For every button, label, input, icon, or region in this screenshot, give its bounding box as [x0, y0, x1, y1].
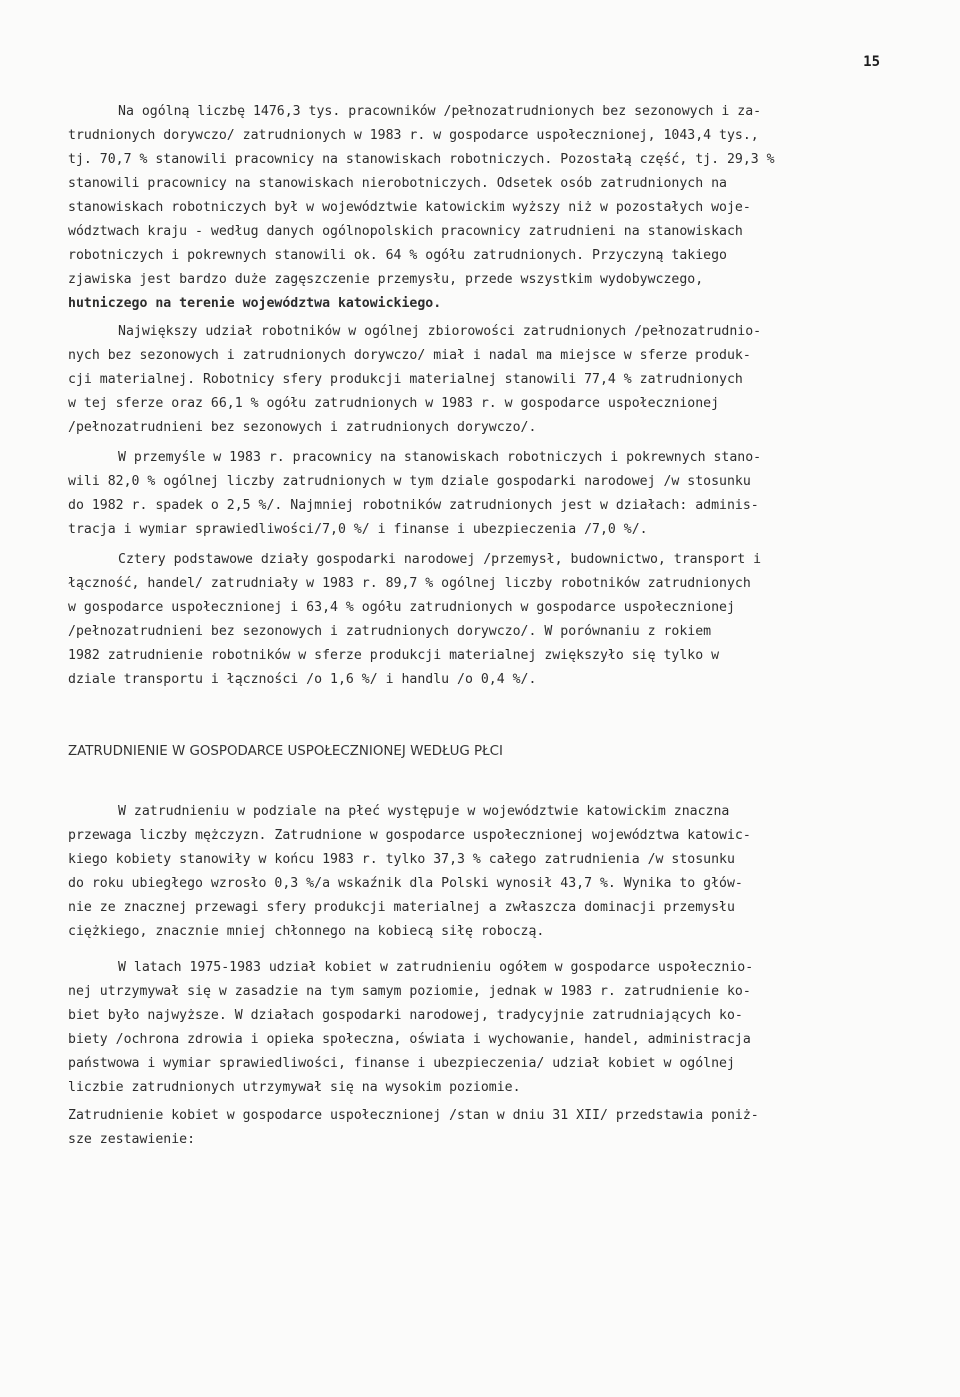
text-line: ciężkiego, znacznie mniej chłonnego na kobiecą siłę roboczą.	[68, 924, 545, 939]
text-line: Zatrudnienie kobiet w gospodarce uspołecznionej /stan w dniu 31 XII/ przedstawia poniż-	[68, 1108, 759, 1123]
page-number: 15	[863, 54, 880, 70]
text-line: w gospodarce uspołecznionej i 63,4 % ogółu zatrudnionych w gospodarce uspołecznionej	[68, 600, 735, 615]
text-line: państwowa i wymiar sprawiedliwości, finanse i ubezpieczenia/ udział kobiet w ogólnej	[68, 1056, 735, 1071]
text-line: sze zestawienie:	[68, 1132, 196, 1147]
text-line: tracja i wymiar sprawiedliwości/7,0 %/ i finanse i ubezpieczenia /7,0 %/.	[68, 522, 648, 537]
text-line: biety /ochrona zdrowia i opieka społeczna, oświata i wychowanie, handel, administracja	[68, 1032, 751, 1047]
text-line: Cztery podstawowe działy gospodarki narodowej /przemysł, budownictwo, transport i	[118, 552, 762, 567]
text-line: zjawiska jest bardzo duże zagęszczenie przemysłu, przede wszystkim wydobywczego,	[68, 272, 704, 287]
text-line: robotniczych i pokrewnych stanowili ok. 64 % ogółu zatrudnionych. Przyczyną takiego	[68, 248, 727, 263]
text-line: biet było najwyższe. W działach gospodarki narodowej, tradycyjnie zatrudniających ko-	[68, 1008, 743, 1023]
text-line: wili 82,0 % ogólnej liczby zatrudnionych w tym dziale gospodarki narodowej /w stosunku	[68, 474, 751, 489]
text-line: 1982 zatrudnienie robotników w sferze produkcji materialnej zwiększyło się tylko w	[68, 648, 720, 663]
text-line: nie ze znacznej przewagi sfery produkcji materialnej a zwłaszcza dominacji przemysłu	[68, 900, 735, 915]
text-line: W zatrudnieniu w podziale na płeć występuje w województwie katowickim znaczna	[118, 804, 730, 819]
text-line: W przemyśle w 1983 r. pracownicy na stanowiskach robotniczych i pokrewnych stano-	[118, 450, 762, 465]
text-line: tj. 70,7 % stanowili pracownicy na stanowiskach robotniczych. Pozostałą część, tj. 29,3 %	[68, 152, 775, 167]
text-line: nej utrzymywał się w zasadzie na tym samym poziomie, jednak w 1983 r. zatrudnienie ko-	[68, 984, 751, 999]
text-line: trudnionych dorywczo/ zatrudnionych w 1983 r. w gospodarce uspołecznionej, 1043,4 tys.,	[68, 128, 759, 143]
text-line: stanowiskach robotniczych był w województwie katowickim wyższy niż w pozostałych woje-	[68, 200, 751, 215]
text-line: hutniczego na terenie województwa katowickiego.	[68, 296, 442, 311]
text-line: liczbie zatrudnionych utrzymywał się na wysokim poziomie.	[68, 1080, 521, 1095]
text-line: /pełnozatrudnieni bez sezonowych i zatrudnionych dorywczo/. W porównaniu z rokiem	[68, 624, 712, 639]
text-line: do 1982 r. spadek o 2,5 %/. Najmniej robotników zatrudnionych jest w działach: adminis-	[68, 498, 759, 513]
text-line: W latach 1975-1983 udział kobiet w zatrudnieniu ogółem w gospodarce uspołeczniо-	[118, 960, 754, 975]
text-line: łączność, handel/ zatrudniały w 1983 r. 89,7 % ogólnej liczby robotników zatrudnionych	[68, 576, 751, 591]
text-line: /pełnozatrudnieni bez sezonowych i zatrudnionych dorywczo/.	[68, 420, 537, 435]
text-line: dziale transportu i łączności /o 1,6 %/ i handlu /o 0,4 %/.	[68, 672, 537, 687]
text-line: wództwach kraju - według danych ogólnopolskich pracownicy zatrudnieni na stanowiskach	[68, 224, 743, 239]
text-line: Największy udział robotników w ogólnej zbiorowości zatrudnionych /pełnozatrudnio-	[118, 324, 762, 339]
section-heading: ZATRUDNIENIE W GOSPODARCE USPOŁECZNIONEJ WEDŁUG PŁCI	[68, 744, 503, 759]
text-line: Na ogólną liczbę 1476,3 tys. pracowników /pełnozatrudnionych bez sezonowych i za-	[118, 104, 762, 119]
text-line: przewaga liczby mężczyzn. Zatrudnione w gospodarce uspołecznionej województwa katowic-	[68, 828, 751, 843]
text-line: nych bez sezonowych i zatrudnionych dorywczo/ miał i nadal ma miejsce w sferze produk-	[68, 348, 751, 363]
text-line: stanowili pracownicy na stanowiskach nierobotniczych. Odsetek osób zatrudnionych na	[68, 176, 727, 191]
text-line: do roku ubiegłego wzrosło 0,3 %/a wskaźnik dla Polski wynosił 43,7 %. Wynika to głów-	[68, 876, 743, 891]
text-line: cji materialnej. Robotnicy sfery produkcji materialnej stanowili 77,4 % zatrudnionych	[68, 372, 743, 387]
text-line: w tej sferze oraz 66,1 % ogółu zatrudnionych w 1983 r. w gospodarce uspołecznionej	[68, 396, 720, 411]
text-line: kiego kobiety stanowiły w końcu 1983 r. tylko 37,3 % całego zatrudnienia /w stosunku	[68, 852, 735, 867]
